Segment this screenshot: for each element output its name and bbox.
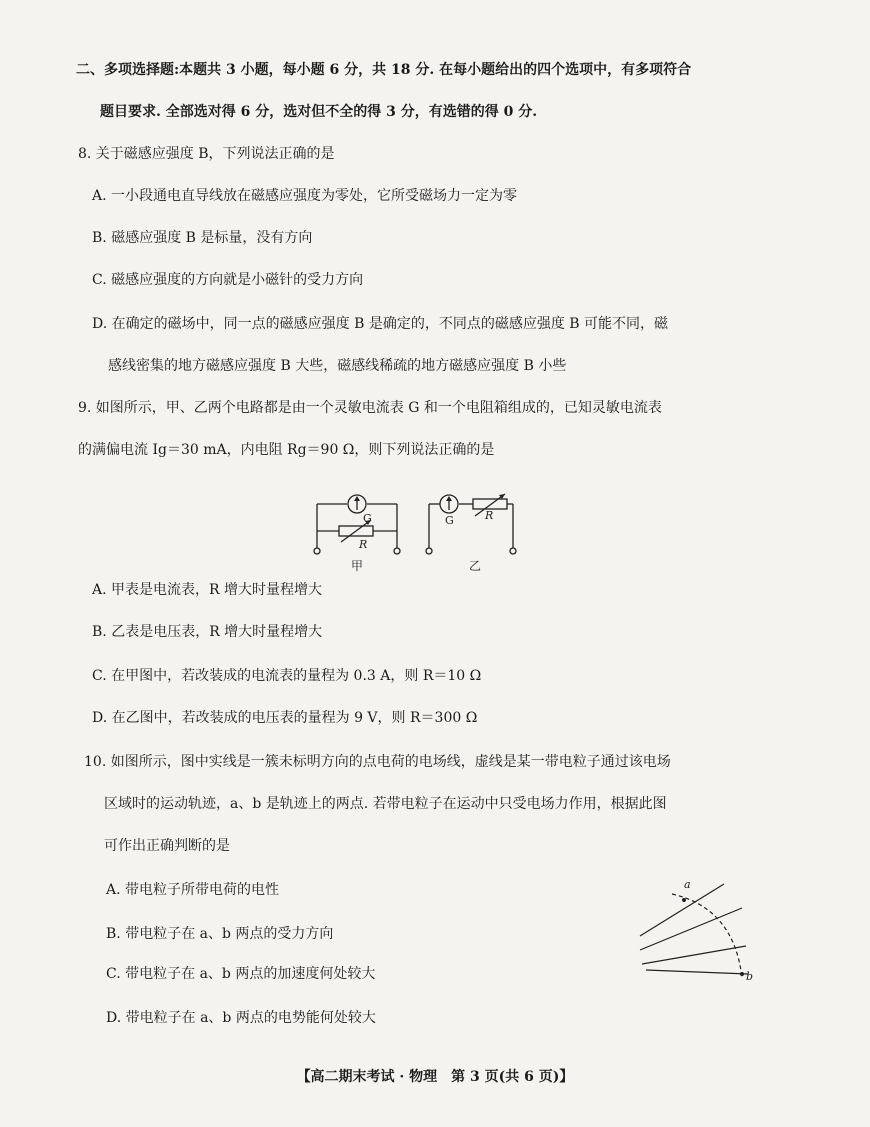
q10-stem-cont2: 可作出正确判断的是 (104, 838, 230, 854)
q8-stem: 8. 关于磁感应强度 B，下列说法正确的是 (78, 146, 335, 162)
q9-stem: 9. 如图所示，甲、乙两个电路都是由一个灵敏电流表 G 和一个电阻箱组成的，已知灵敏电流表 (78, 400, 662, 416)
q9-option-a: A. 甲表是电流表，R 增大时量程增大 (92, 582, 323, 598)
q8-option-c: C. 磁感应强度的方向就是小磁针的受力方向 (92, 272, 364, 288)
q8-option-a: A. 一小段通电直导线放在磁感应强度为零处，它所受磁场力一定为零 (92, 188, 518, 204)
q10-stem: 10. 如图所示，图中实线是一簇未标明方向的点电荷的电场线，虚线是某一带电粒子通过该电场 (84, 754, 671, 770)
q8-option-b: B. 磁感应强度 B 是标量，没有方向 (92, 230, 313, 246)
q10-option-d: D. 带电粒子在 a、b 两点的电势能何处较大 (106, 1010, 376, 1026)
meter-label-right: G (445, 514, 454, 527)
section-heading-cont: 题目要求. 全部选对得 6 分，选对但不全的得 3 分，有选错的得 0 分. (100, 104, 538, 120)
q8-option-d-cont: 感线密集的地方磁感应强度 B 大些，磁感线稀疏的地方磁感应强度 B 小些 (108, 358, 567, 374)
meter-g-icon-right (429, 495, 458, 514)
q9-option-d: D. 在乙图中，若改装成的电压表的量程为 9 V，则 R＝300 Ω (92, 710, 478, 726)
q10-field-figure (636, 870, 761, 990)
resistor-label-left: R (359, 538, 368, 551)
q10-stem-cont: 区域时的运动轨迹，a、b 是轨迹上的两点. 若带电粒子在运动中只受电场力作用，根据此图 (104, 796, 667, 812)
q9-stem-cont: 的满偏电流 Ig＝30 mA，内电阻 Rg＝90 Ω，则下列说法正确的是 (78, 442, 495, 458)
section-heading: 二、多项选择题:本题共 3 小题，每小题 6 分，共 18 分. 在每小题给出的四个选项中，有多项符合 (76, 62, 692, 78)
q8-option-d: D. 在确定的磁场中，同一点的磁感应强度 B 是确定的，不同点的磁感应强度 B 可能不同，磁 (92, 316, 669, 332)
caption-jia: 甲 (351, 559, 364, 573)
point-a-label: a (684, 878, 691, 891)
q9-option-b: B. 乙表是电压表，R 增大时量程增大 (92, 624, 323, 640)
q10-option-a: A. 带电粒子所带电荷的电性 (106, 882, 280, 898)
q9-option-c: C. 在甲图中，若改装成的电流表的量程为 0.3 A，则 R＝10 Ω (92, 668, 482, 684)
caption-yi: 乙 (469, 559, 482, 573)
q10-option-c: C. 带电粒子在 a、b 两点的加速度何处较大 (106, 966, 376, 982)
page-footer: 【高二期末考试 · 物理 第 3 页(共 6 页)】 (296, 1069, 574, 1085)
point-b-label: b (746, 970, 754, 983)
meter-g-icon-left (348, 495, 366, 513)
q9-circuit-figure (305, 486, 525, 576)
meter-label-left: G (363, 512, 372, 525)
q10-option-b: B. 带电粒子在 a、b 两点的受力方向 (106, 926, 334, 942)
resistor-label-right: R (485, 509, 494, 522)
